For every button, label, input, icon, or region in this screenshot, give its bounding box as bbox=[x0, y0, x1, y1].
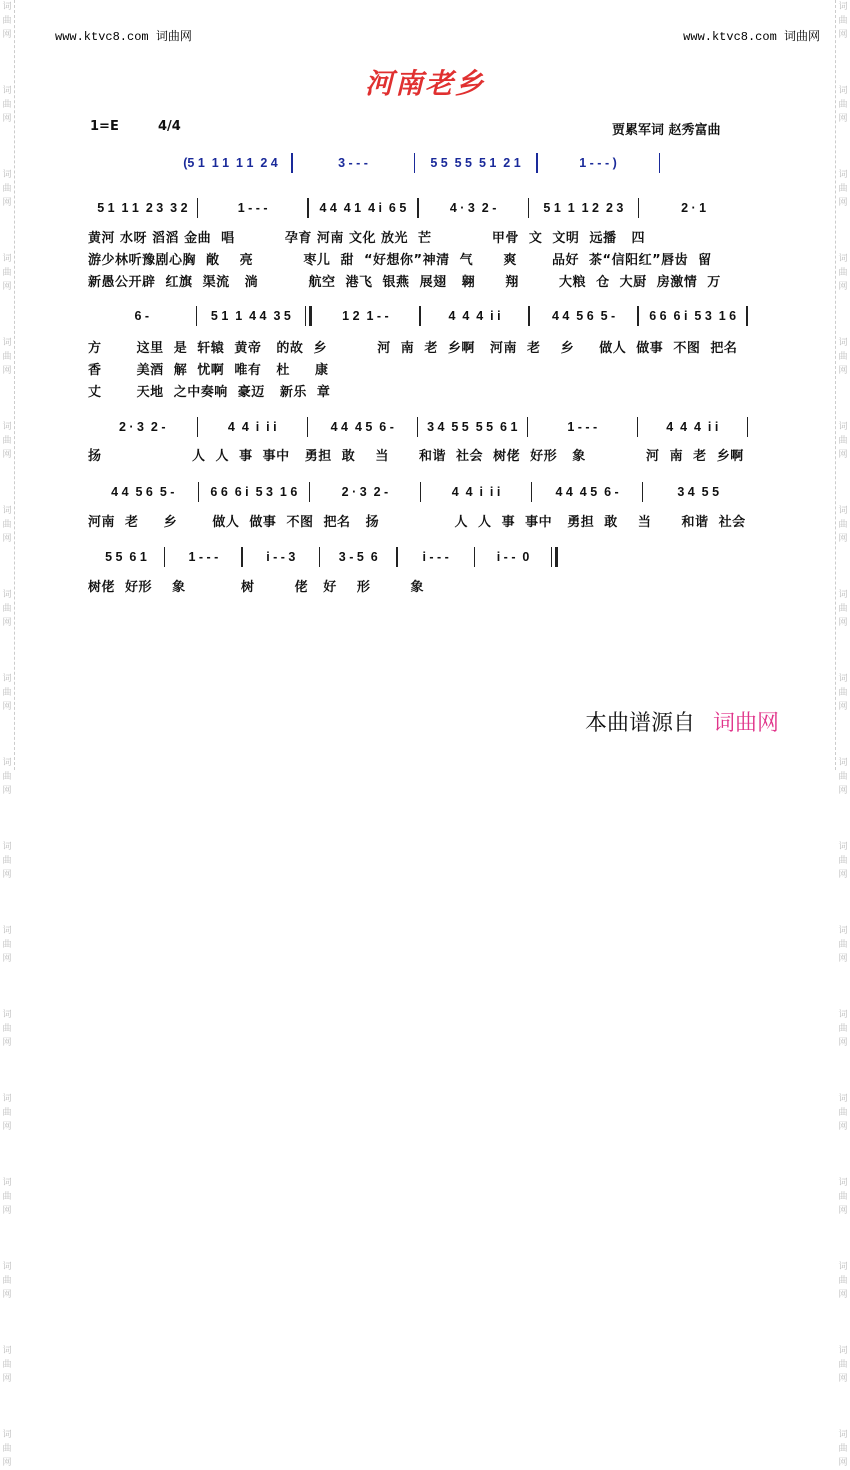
measure: 4 4 4 1 4 i 6 5 bbox=[319, 201, 407, 215]
measure: 4 4 4 5 6 - bbox=[555, 485, 619, 499]
measure: 1 2 1 - - bbox=[342, 309, 389, 323]
lyric-line: 河南 老 乡 做人 做事 不图 把名 扬 人 人 事 事中 勇担 敢 当 和谐 社会 bbox=[88, 515, 746, 530]
lyric-line: 黄河 水呀 滔滔 金曲 唱 孕育 河南 文化 放光 芒 甲骨 文 文明 远播 四 bbox=[88, 231, 646, 246]
measure: 4 4 4 5 6 - bbox=[330, 420, 394, 434]
lyric-line: 丈 天地 之中奏响 豪迈 新乐 章 bbox=[88, 385, 331, 400]
footer-brand[interactable]: 词曲网 bbox=[713, 711, 780, 736]
footer-text: 本曲谱源自 bbox=[585, 711, 696, 736]
measure: 2 · 3 2 - bbox=[118, 420, 166, 434]
lyric-line: 扬 人 人 事 事中 勇担 敢 当 和谐 社会 树佬 好形 象 河 南 老 乡啊 bbox=[88, 449, 744, 464]
measure: 1 - - - bbox=[188, 550, 219, 564]
measure: 6 - bbox=[134, 309, 150, 323]
lyric-line: 新愚公开辟 红旗 渠流 淌 航空 港飞 银燕 展翅 翱 翔 大粮 仓 大厨 房激情 万 bbox=[88, 275, 721, 290]
bar-line bbox=[305, 306, 312, 326]
notation-line bbox=[88, 416, 748, 438]
lyric-line: 树佬 好形 象 树 佬 好 形 象 bbox=[88, 580, 425, 595]
measure: 3 4 5 5 bbox=[677, 485, 720, 499]
lyric-line: 游少林听豫剧心胸 敞 亮 枣儿 甜 “好想你”神清 气 爽 品好 茶“信阳红”唇齿 留 bbox=[88, 253, 712, 268]
notation-line bbox=[88, 481, 753, 503]
measure: 4 4 4 i i bbox=[448, 309, 501, 323]
measure: i - - 0 bbox=[496, 550, 530, 564]
bar-line bbox=[551, 547, 558, 567]
measure: 4 4 i i i bbox=[451, 485, 501, 499]
site-watermark-right[interactable]: www.ktvc8.com 词曲网 bbox=[683, 30, 820, 44]
bar-line bbox=[659, 153, 661, 173]
key-signature: 1=E bbox=[90, 119, 119, 134]
measure: 3 - - - bbox=[338, 156, 368, 170]
measure: 1 - - - bbox=[237, 201, 268, 215]
site-watermark-left[interactable]: www.ktvc8.com 词曲网 bbox=[55, 30, 192, 44]
measure: 5 1 1 1 2 2 3 bbox=[543, 201, 624, 215]
source-footer bbox=[585, 706, 779, 737]
measure: 2 · 3 2 - bbox=[341, 485, 389, 499]
notation-line bbox=[88, 197, 748, 219]
measure: 6 6 6 i 5 3 1 6 bbox=[210, 485, 298, 499]
measure: (5 1 1 1 1 1 2 4 bbox=[183, 156, 278, 170]
measure: 4 4 4 i i bbox=[666, 420, 719, 434]
measure: 5 5 6 1 bbox=[105, 550, 147, 564]
side-watermark-left: 词 曲 网 词 曲 网 词 曲 网 词 曲 网 词 曲 网 词 曲 网 词 曲 网 词 曲 网 词 曲 网 词 曲 网 词 曲 网 词 曲 网 词 曲 网 词 曲 网 词 曲 网 词 曲 网 词 曲 网 词 曲 网 bbox=[0, 0, 15, 770]
bar-line bbox=[747, 417, 749, 437]
notation-line bbox=[170, 152, 660, 174]
song-title: 河南老乡 bbox=[364, 67, 485, 100]
measure: 4 · 3 2 - bbox=[449, 201, 497, 215]
notation-line bbox=[88, 305, 748, 327]
measure: 4 4 5 6 5 - bbox=[111, 485, 175, 499]
credits: 贾累军词 赵秀富曲 bbox=[612, 123, 721, 138]
measure: 4 4 5 6 5 - bbox=[551, 309, 616, 323]
time-signature: 4/4 bbox=[158, 119, 181, 134]
measure: 5 1 1 1 2 3 3 2 bbox=[97, 201, 188, 215]
lyric-line: 方 这里 是 轩辕 黄帝 的故 乡 河 南 老 乡啊 河南 老 乡 做人 做事 不图 把名 bbox=[88, 341, 738, 356]
measure: i - - 3 bbox=[266, 550, 296, 564]
measure: 3 4 5 5 5 5 6 1 bbox=[427, 420, 518, 434]
measure: 6 6 6 i 5 3 1 6 bbox=[649, 309, 737, 323]
measure: 2 · 1 bbox=[681, 201, 707, 215]
lyric-line: 香 美酒 解 忧啊 唯有 杜 康 bbox=[88, 363, 329, 378]
measure: 5 1 1 4 4 3 5 bbox=[210, 309, 291, 323]
measure: 5 5 5 5 5 1 2 1 bbox=[430, 156, 521, 170]
notation-line bbox=[88, 546, 558, 568]
measure: 4 4 i i i bbox=[227, 420, 277, 434]
measure: 1 - - - bbox=[567, 420, 598, 434]
measure: 1 - - - ) bbox=[579, 156, 617, 170]
bar-line bbox=[746, 306, 748, 326]
measure: i - - - bbox=[422, 550, 449, 564]
measure: 3 - 5 6 bbox=[338, 550, 378, 564]
side-watermark-right: 词 曲 网 词 曲 网 词 曲 网 词 曲 网 词 曲 网 词 曲 网 词 曲 网 词 曲 网 词 曲 网 词 曲 网 词 曲 网 词 曲 网 词 曲 网 词 曲 网 词 曲 网 词 曲 网 词 曲 网 词 曲 网 bbox=[835, 0, 850, 770]
